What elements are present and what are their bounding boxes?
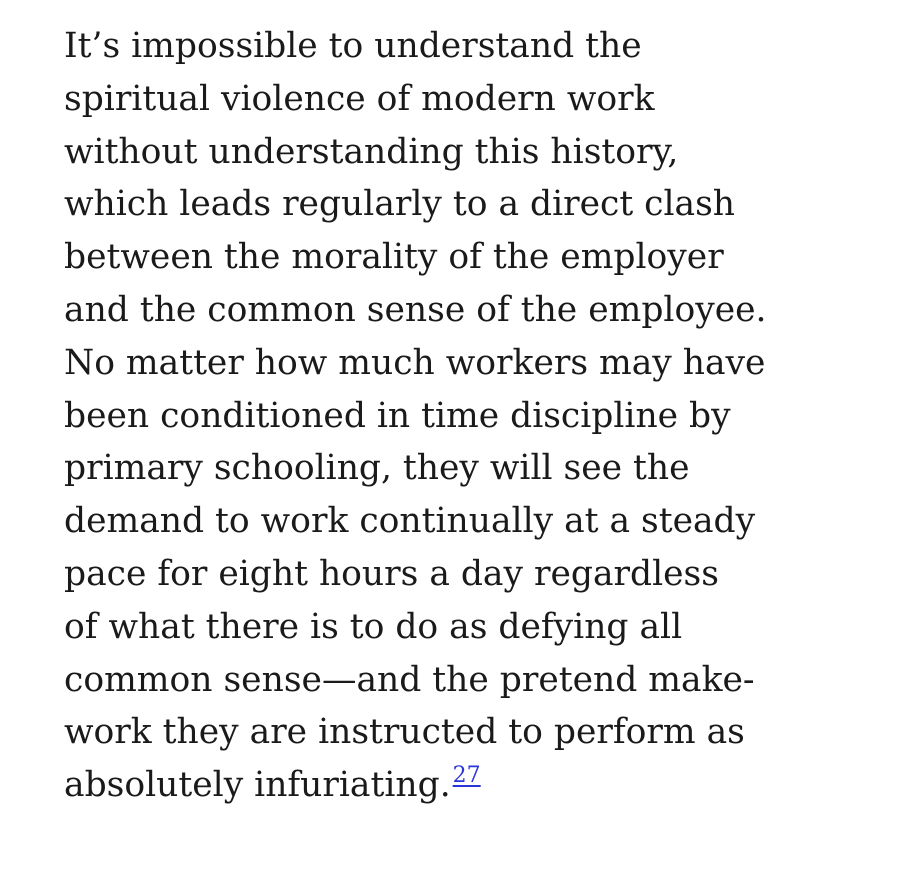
text-line: spiritual violence of modern work [64, 78, 655, 119]
text-line: been conditioned in time discipline by [64, 395, 731, 436]
text-line: pace for eight hours a day regardless [64, 553, 719, 594]
text-line: work they are instructed to perform as [64, 712, 745, 753]
last-text-line [64, 759, 894, 812]
text-line: It’s impossible to understand the [64, 26, 642, 66]
body-paragraph [64, 20, 894, 812]
text-line: primary schooling, they will see the [64, 448, 690, 489]
text-line: demand to work continually at a steady [64, 501, 756, 542]
footnote-reference-link[interactable]: 27 [452, 763, 481, 789]
text-line: and the common sense of the employee. [64, 289, 767, 330]
text-line: common sense—and the pretend make- [64, 659, 755, 700]
text-line: between the morality of the employer [64, 237, 724, 278]
text-line: which leads regularly to a direct clash [64, 184, 736, 225]
text-line: No matter how much workers may have [64, 342, 766, 383]
text-line: without understanding this history, [64, 131, 679, 172]
text-line: of what there is to do as defying all [64, 606, 683, 647]
last-line-text: absolutely infuriating. [64, 765, 451, 806]
